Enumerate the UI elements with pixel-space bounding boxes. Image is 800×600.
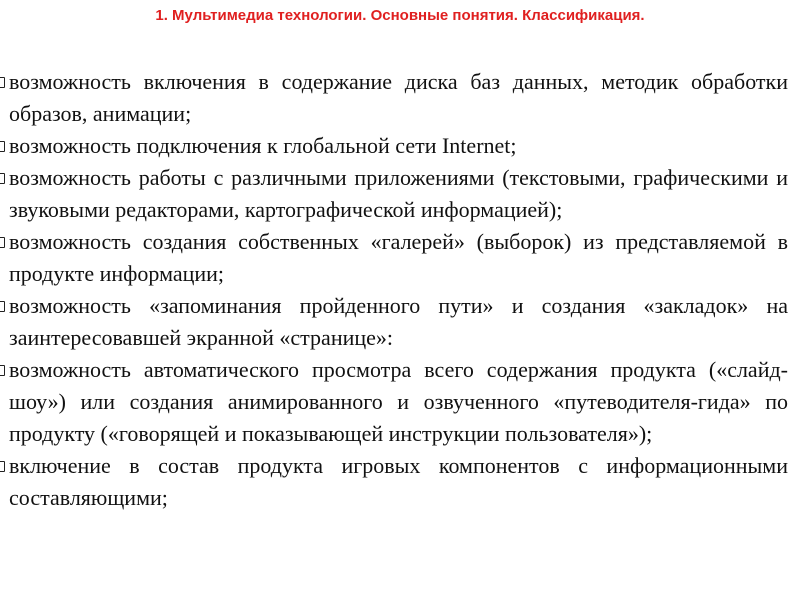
list-item-text: включение в состав продукта игровых компонентов с информационными составляющими; — [9, 453, 788, 510]
list-item — [0, 450, 800, 514]
list-item-text: возможность работы с различными приложениями (текстовыми, графическими и звуковыми редакторами, картографической информацией); — [9, 165, 788, 222]
list-item — [0, 226, 800, 290]
list-item-text: возможность включения в содержание диска баз данных, методик обработки образов, анимации; — [9, 69, 788, 126]
hollow-square-bullet-icon — [0, 365, 5, 376]
list-item — [0, 354, 800, 450]
hollow-square-bullet-icon — [0, 77, 5, 88]
hollow-square-bullet-icon — [0, 461, 5, 472]
list-item-text: возможность подключения к глобальной сети Internet; — [9, 133, 517, 158]
list-item-text: возможность создания собственных «галерей» (выборок) из представляемой в продукте информации; — [9, 229, 788, 286]
bullet-list — [0, 66, 800, 514]
hollow-square-bullet-icon — [0, 301, 5, 312]
list-item — [0, 290, 800, 354]
hollow-square-bullet-icon — [0, 237, 5, 248]
list-item — [0, 162, 800, 226]
slide-title: 1. Мультимедиа технологии. Основные понятия. Классификация. — [155, 7, 645, 24]
hollow-square-bullet-icon — [0, 173, 5, 184]
hollow-square-bullet-icon — [0, 141, 5, 152]
list-item — [0, 66, 800, 130]
list-item-text: возможность «запоминания пройденного пути» и создания «закладок» на заинтересовавшей экранной «странице»: — [9, 293, 788, 350]
list-item-text: возможность автоматического просмотра всего содержания продукта («слайд-шоу») или создания анимированного и озвученного «путеводителя-гида» по продукту («говорящей и показывающей инструкции пользователя»); — [9, 357, 788, 446]
list-item — [0, 130, 800, 162]
